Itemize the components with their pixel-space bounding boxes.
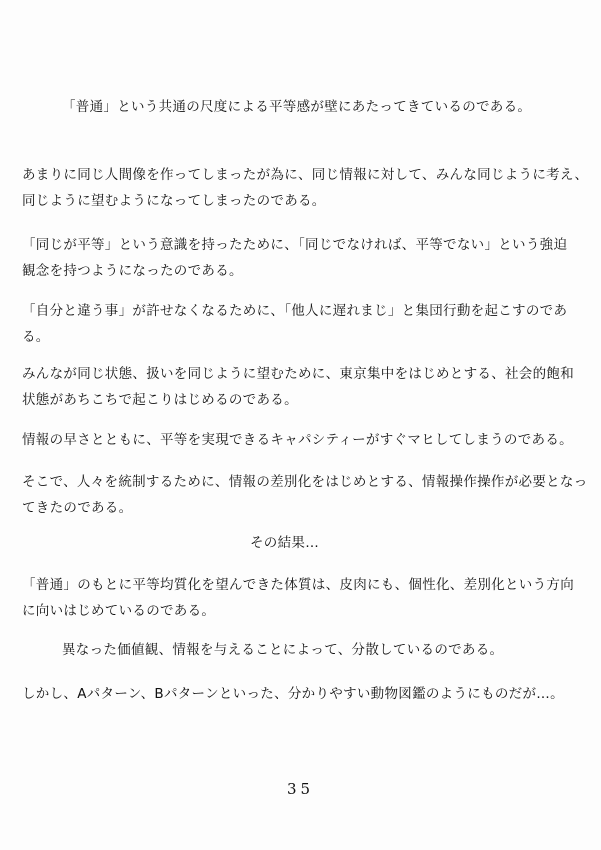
paragraph-3 [22, 298, 582, 350]
paragraph-7 [22, 572, 582, 624]
section-heading: 「普通」という共通の尺度による平等感が壁にあたってきているのである。 [62, 99, 532, 115]
paragraph-line: てきたのである。 [22, 500, 133, 516]
paragraph-line: そこで、人々を統制するために、情報の差別化をはじめとする、情報操作操作が必要となっ [22, 474, 588, 490]
last-line: しかし、Aパターン、Bパターンといった、分かりやすい動物図鑑のようにものだが…。 [22, 686, 564, 702]
paragraph-1 [22, 162, 589, 214]
paragraph-6 [22, 469, 588, 521]
result-heading: その結果… [250, 535, 319, 551]
paragraph-line: る。 [22, 329, 50, 345]
paragraph-line: 状態があちこちで起こりはじめるのである。 [22, 392, 298, 408]
page-number: 35 [286, 780, 315, 798]
paragraph-5 [22, 427, 582, 453]
paragraph-line: 情報の早さとともに、平等を実現できるキャパシティーがすぐマヒしてしまうのである。 [22, 432, 573, 448]
paragraph-line: あまりに同じ人間像を作ってしまったが為に、同じ情報に対して、みんな同じように考え、 [22, 167, 589, 183]
paragraph-2 [22, 232, 582, 284]
paragraph-line: 「自分と違う事」が許せなくなるために、「他人に遅れまじ」と集団行動を起こすのであ [22, 303, 568, 319]
paragraph-line: みんなが同じ状態、扱いを同じように望むために、東京集中をはじめとする、社会的飽和 [22, 366, 574, 382]
paragraph-line: 「同じが平等」という意識を持ったために、「同じでなければ、平等でない」という強迫 [22, 237, 568, 253]
paragraph-line: に向いはじめているのである。 [22, 603, 216, 619]
paragraph-4 [22, 361, 582, 413]
paragraph-line: 「普通」のもとに平等均質化を望んできた体質は、皮肉にも、個性化、差別化という方向 [22, 577, 574, 593]
paragraph-line: 同じように望むようになってしまったのである。 [22, 193, 326, 209]
paragraph-line: 観念を持つようになったのである。 [22, 263, 243, 279]
centered-line: 異なった価値観、情報を与えることによって、分散しているのである。 [62, 642, 504, 658]
